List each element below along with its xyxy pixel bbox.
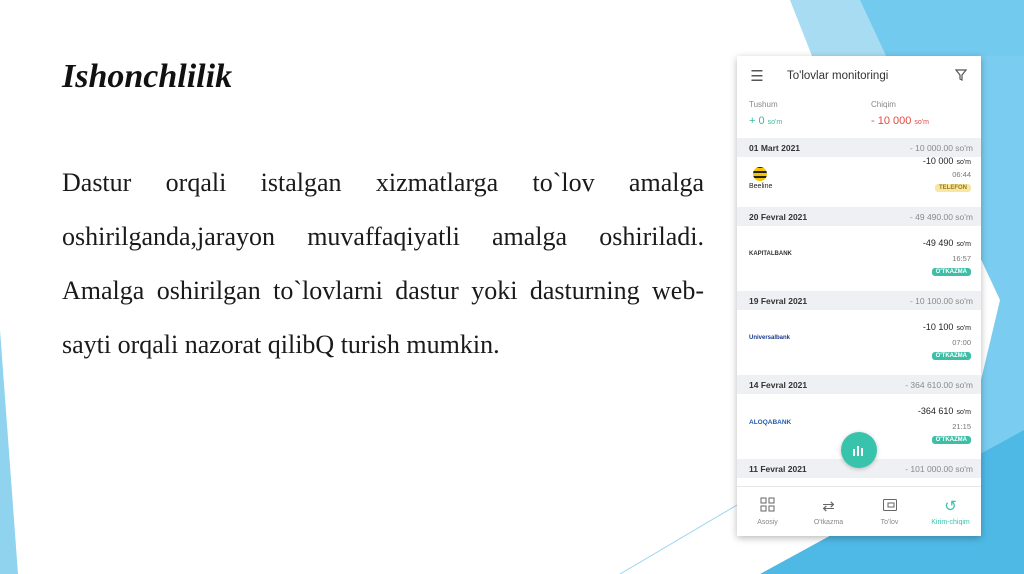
app-header — [737, 56, 981, 96]
date-header: 20 Fevral 2021 - 49 490.00 so'm — [737, 207, 981, 226]
date-header: 14 Fevral 2021 - 364 610.00 so'm — [737, 375, 981, 394]
grid-icon — [737, 497, 798, 515]
app-title: To'lovlar monitoringi — [787, 70, 889, 82]
transaction-row[interactable] — [737, 157, 981, 207]
transaction-list[interactable] — [737, 138, 981, 482]
wallet-icon — [859, 497, 920, 515]
nav-tolov[interactable]: To'lov — [859, 487, 920, 536]
transaction-amount: -10 100 so'm — [922, 322, 971, 332]
chart-bars-icon[interactable] — [841, 432, 877, 468]
date-header: 19 Fevral 2021 - 10 100.00 so'm — [737, 291, 981, 310]
expense-value: - 10 000 so'm — [871, 115, 929, 127]
universalbank-logo: Universalbank — [749, 335, 791, 341]
expense-label: Chiqim — [871, 100, 896, 109]
category-badge: TELEFON — [935, 184, 971, 192]
history-icon: ↺ — [944, 498, 957, 515]
transaction-time: 21:15 — [952, 422, 971, 431]
transfer-arrows-icon: ⇄ — [822, 498, 835, 515]
deco-line — [620, 505, 737, 574]
date-header: 01 Mart 2021 - 10 000.00 so'm — [737, 138, 981, 157]
summary-panel — [737, 100, 981, 138]
transaction-amount: -10 000 so'm — [922, 156, 971, 166]
bottom-navigation — [737, 486, 981, 536]
transaction-amount: -364 610 so'm — [917, 406, 971, 416]
deco-stripe-left — [0, 330, 18, 574]
category-badge: O'TKAZMA — [932, 268, 971, 276]
income-label: Tushum — [749, 100, 778, 109]
nav-asosiy[interactable]: Asosiy — [737, 487, 798, 536]
aloqabank-logo: ALOQABANK — [749, 419, 792, 426]
transaction-amount: -49 490 so'm — [922, 238, 971, 248]
nav-kirim-chiqim[interactable]: ↺ Kirim-chiqim — [920, 487, 981, 536]
filter-icon[interactable] — [955, 69, 981, 84]
transaction-row[interactable] — [737, 310, 981, 375]
beeline-logo: Beeline — [749, 167, 772, 190]
slide-paragraph: Dastur orqali istalgan xizmatlarga to`lov amalga oshirilganda,jarayon muvaffaqiyatli amalga oshiriladi. Amalga oshirilgan to`lovlarni dastur yoki dasturning web-sayti orqali nazorat qilibQ turish mumkin. — [62, 168, 704, 359]
transaction-time: 06:44 — [952, 170, 971, 179]
transaction-time: 07:00 — [952, 338, 971, 347]
slide-title: Ishonchlilik — [62, 58, 233, 95]
date-header: 11 Fevral 2021 - 101 000.00 so'm — [737, 459, 981, 478]
income-value: + 0 so'm — [749, 115, 783, 127]
kapitalbank-logo: KAPITALBANK — [749, 251, 792, 257]
nav-otkazma[interactable]: ⇄ O'tkazma — [798, 487, 859, 536]
transaction-time: 16:57 — [952, 254, 971, 263]
category-badge: O'TKAZMA — [932, 352, 971, 360]
category-badge: O'TKAZMA — [932, 436, 971, 444]
phone-screenshot — [737, 56, 981, 536]
hamburger-icon[interactable]: ☰ — [750, 68, 764, 85]
transaction-row[interactable] — [737, 226, 981, 291]
